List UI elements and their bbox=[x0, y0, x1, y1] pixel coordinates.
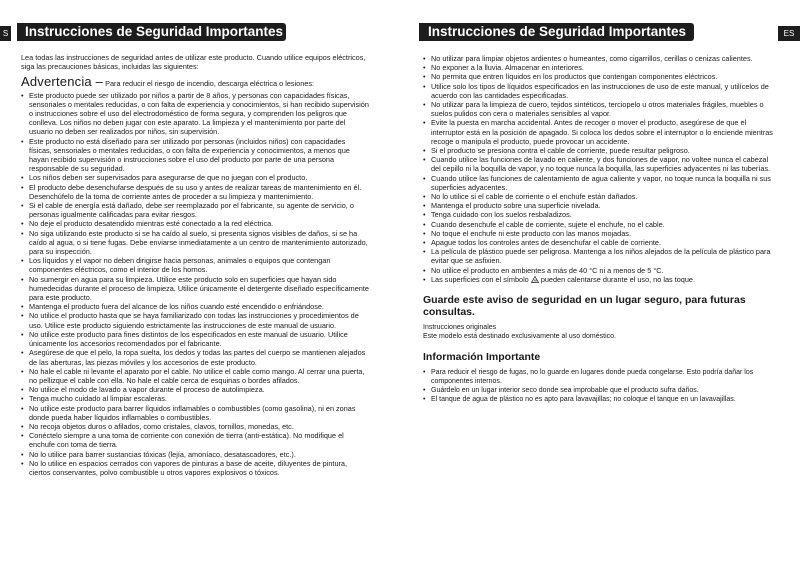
list-item: • Mantenga el producto fuera del alcance de los niños cuando esté encendido o enfriándose. bbox=[21, 302, 369, 311]
list-item: • No permita que entren líquidos en los productos que contengan componentes eléctricos. bbox=[423, 72, 775, 81]
list-item: • Si el producto se presiona contra el cable de corriente, puede resultar peligroso. bbox=[423, 146, 775, 155]
list-item: • No utilice el producto hasta que se haya familiarizado con todas las instrucciones y procedimientos de uso. Utilice este producto siguiendo estrictamente las instrucciones de este manual de usuario. bbox=[21, 311, 369, 329]
info-heading: Información Importante bbox=[423, 351, 541, 364]
list-item: • El producto debe desenchufarse después de su uso y antes de realizar tareas de mantenimiento en él. Desenchúfelo de la toma de corriente antes de proceder a su limpieza y mantenimiento. bbox=[21, 183, 369, 201]
hot-surface-text-after: pueden calentarse durante el uso, no las toque. bbox=[540, 274, 695, 284]
list-item: • Si el cable de energía está dañado, debe ser reemplazado por el fabricante, su agente de servicio, o personas igualmente calificadas para evitar riesgos. bbox=[21, 201, 369, 219]
list-item: • No utilice este producto para fines distintos de los especificados en este manual de usuario. Utilice únicamente los accesorios recomendados por el fabricante. bbox=[21, 330, 369, 348]
hot-surface-warning-icon bbox=[531, 276, 539, 283]
warning-list-right bbox=[423, 54, 775, 284]
list-item: • No utilice el producto en ambientes a más de 40 °C ni a menos de 5 °C. bbox=[423, 266, 775, 275]
list-item: • Este producto no está diseñado para ser utilizado por personas (incluidos niños) con capacidades físicas, sensoriales o mentales reducidas, o con falta de experiencia y conocimientos, a menos que hayan recibido supervisión o instrucciones sobre el uso del producto por parte de una persona responsable de su seguridad. bbox=[21, 137, 369, 174]
left-column bbox=[21, 53, 369, 477]
page-title-right: Instrucciones de Seguridad Importantes bbox=[419, 23, 694, 41]
list-item: • Mantenga el producto sobre una superficie nivelada. bbox=[423, 201, 775, 210]
list-item: • Cuando utilice las funciones de calentamiento de agua caliente y vapor, no toque nunca la boquilla ni sus superficies adyacentes. bbox=[423, 174, 775, 192]
page-tab-right: ES bbox=[778, 26, 800, 41]
list-item: • No lo utilice si el cable de corriente o el enchufe están dañados. bbox=[423, 192, 775, 201]
page-title-left: Instrucciones de Seguridad Importantes bbox=[17, 23, 286, 41]
list-item: • Para reducir el riesgo de fugas, no lo guarde en lugares donde pueda congelarse. Esto podría dañar los componentes internos. bbox=[423, 368, 775, 386]
list-item: • Cuando utilice las funciones de lavado en caliente, y dos funciones de vapor, no voltee nunca el cabezal del cepillo ni la boquilla de vapor, y no toque nunca la boquilla, las superficies adyacentes ni las tuberías. bbox=[423, 155, 775, 173]
right-page bbox=[400, 0, 800, 573]
list-item: • Apague todos los controles antes de desenchufar el cable de corriente. bbox=[423, 238, 775, 247]
info-list bbox=[423, 368, 775, 404]
list-item: • Conéctelo siempre a una toma de corriente con conexión de tierra (anti-estática). No modifique el enchufe con toma de tierra. bbox=[21, 431, 369, 449]
list-item: • No utilice este producto para barrer líquidos inflamables o combustibles (como gasolina), ni en zonas donde pueda haber líquidos inflamables o combustibles. bbox=[21, 404, 369, 422]
domestic-use-note: Este modelo está destinado exclusivamente al uso doméstico. bbox=[423, 333, 616, 341]
list-item: • No utilizar para la limpieza de cuero, tejidos sintéticos, terciopelo u otros materiales frágiles, muebles o suelos pulidos con cera o materiales sensibles al vapor. bbox=[423, 100, 775, 118]
list-item: • No exponer a la lluvia. Almacenar en interiores. bbox=[423, 63, 775, 72]
right-column bbox=[423, 54, 775, 404]
list-item: • Guárdelo en un lugar interior seco donde sea improbable que el producto sufra daños. bbox=[423, 386, 775, 395]
guarde-heading: Guarde este aviso de seguridad en un lugar seguro, para futuras consultas. bbox=[423, 294, 746, 319]
list-item: • No hale el cable ni levante el aparato por el cable. No utilice el cable como mango. Al cerrar una puerta, no pellizque el cable con ella. No hale el cable cerca de esquinas o bordes afilados. bbox=[21, 367, 369, 385]
advertencia-text: Para reducir el riesgo de incendio, descarga eléctrica o lesiones: bbox=[105, 79, 315, 89]
list-item bbox=[423, 275, 775, 284]
list-item: • Cuando desenchufe el cable de corriente, sujete el enchufe, no el cable. bbox=[423, 220, 775, 229]
list-item: • Asegúrese de que el pelo, la ropa suelta, los dedos y todas las partes del cuerpo se mantienen alejados de las aberturas, las piezas móviles y los accesorios de este producto. bbox=[21, 348, 369, 366]
list-item: • Este producto puede ser utilizado por niños a partir de 8 años, y personas con capacidades físicas, sensoriales o mentales reducidas, o con falta de experiencia y conocimientos, si han recibido supervisión o instrucciones sobre el uso del electrodoméstico de forma segura, y comprenden los peligros que conlleva. Los niños no deben jugar con este aparato. La limpieza y el mantenimiento por parte del usuario no deben ser realizados por niños, sin supervisión. bbox=[21, 91, 369, 137]
list-item: • No sumergir en agua para su limpieza. Utilice este producto solo en superficies que hayan sido humedecidas durante el proceso de limpieza. Utilice únicamente el detergente diseñado específicamente para este producto. bbox=[21, 275, 369, 303]
advertencia-heading bbox=[21, 74, 369, 90]
list-item: • Tenga cuidado con los suelos resbaladizos. bbox=[423, 210, 775, 219]
intro-text: Lea todas las instrucciones de seguridad antes de utilizar este producto. Cuando utilice equipos eléctricos, siga las precauciones básicas, incluidas las siguientes: bbox=[21, 53, 366, 72]
list-item: • No lo utilice para barrer sustancias tóxicas (lejía, amoníaco, desatascadores, etc.). bbox=[21, 450, 369, 459]
list-item: • Los niños deben ser supervisados para asegurarse de que no juegan con el producto. bbox=[21, 173, 369, 182]
list-item: • No toque el enchufe ni este producto con las manos mojadas. bbox=[423, 229, 775, 238]
warning-list-left bbox=[21, 91, 369, 478]
instrucciones-originales: Instrucciones originales bbox=[423, 324, 497, 332]
page-tab-left: S bbox=[0, 26, 11, 41]
list-item: • No lo utilice en espacios cerrados con vapores de pinturas a base de aceite, diluyentes de pintura, ciertos conservantes, polvo combustible u otros vapores explosivos o tóxicos. bbox=[21, 459, 369, 477]
list-item: • Utilice solo los tipos de líquidos especificados en las instrucciones de uso de este manual, y utilícelos de acuerdo con las cantidades especificadas. bbox=[423, 82, 775, 100]
list-item: • Los líquidos y el vapor no deben dirigirse hacia personas, animales o equipos que contengan componentes eléctricos, como el interior de los hornos. bbox=[21, 256, 369, 274]
list-item: • Evite la puesta en marcha accidental. Antes de recoger o mover el producto, asegúrese de que el interruptor está en la posición de apagado. Si coloca los dedos sobre el interruptor o lo enciende mientras recoge o manipula el producto, puede provocar un accidente. bbox=[423, 118, 775, 146]
list-item: • No deje el producto desatendido mientras esté conectado a la red eléctrica. bbox=[21, 219, 369, 228]
list-item: • No recoja objetos duros o afilados, como cristales, clavos, tornillos, monedas, etc. bbox=[21, 422, 369, 431]
list-item: • Tenga mucho cuidado al limpiar escaleras. bbox=[21, 394, 369, 403]
hot-surface-text-before: Las superficies con el símbolo bbox=[431, 274, 529, 284]
list-item: • No siga utilizando este producto si se ha caído al suelo, si presenta signos visibles de daños, si se ha caído al agua, o si tiene fugas. Debe enviarse inmediatamente a un centro de mantenimiento autorizado, para su inspección. bbox=[21, 229, 369, 257]
list-item: • No utilizar para limpiar objetos ardientes o humeantes, como cigarrillos, cerillas o cenizas calientes. bbox=[423, 54, 775, 63]
advertencia-title: Advertencia – bbox=[21, 74, 104, 90]
list-item: • El tanque de agua de plástico no es apto para lavavajillas; no coloque el tanque en un lavavajillas. bbox=[423, 395, 775, 404]
list-item: • La película de plástico puede ser peligrosa. Mantenga a los niños alejados de la película de plástico para evitar que se asfixien. bbox=[423, 247, 775, 265]
list-item: • No utilice el modo de lavado a vapor durante el proceso de autolimpieza. bbox=[21, 385, 369, 394]
